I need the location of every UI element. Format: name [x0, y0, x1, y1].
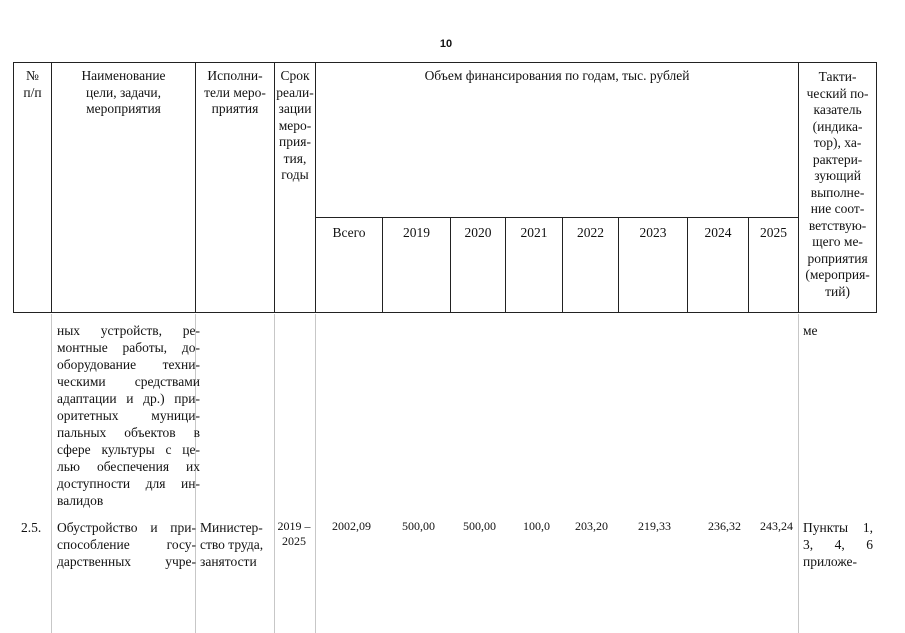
row-value-2020: 500,00 [463, 519, 496, 533]
header-year-2021: 2021 [506, 218, 563, 313]
header-term: Срок реали- зации меро- прия- тия, годы [275, 63, 316, 313]
row-name: Обустройство и при- способление госу- дарственных учре- [57, 520, 196, 569]
row-number: 2.5. [21, 520, 42, 535]
header-number: № п/п [14, 63, 52, 313]
header-year-2025: 2025 [749, 218, 799, 313]
header-year-2022: 2022 [563, 218, 619, 313]
header-financing: Объем финансирования по годам, тыс. рублей [316, 63, 799, 218]
row-value-2022: 203,20 [575, 519, 608, 533]
header-year-2020: 2020 [451, 218, 506, 313]
column-divider [315, 314, 316, 633]
header-year-2024: 2024 [688, 218, 749, 313]
header-executor: Исполни- тели меро- приятия [196, 63, 275, 313]
row-total: 2002,09 [332, 519, 371, 533]
row-value-2019: 500,00 [402, 519, 435, 533]
column-divider [798, 314, 799, 633]
page-number: 10 [439, 38, 453, 50]
column-divider [274, 314, 275, 633]
column-divider [51, 314, 52, 633]
row-value-2023: 219,33 [638, 519, 671, 533]
row-term: 2019 – 2025 [277, 519, 311, 548]
header-year-2023: 2023 [619, 218, 688, 313]
continued-indicator: ме [803, 323, 818, 338]
header-year-2019: 2019 [383, 218, 451, 313]
continued-name: ных устройств, ре- монтные работы, до- оборудование техни- ческими средствами адаптации и др.) при- оритетных муници- пальных объектов в сфере культуры с це- лью обеспечения их доступности для ин- валидов [57, 323, 200, 508]
header-total: Всего [316, 218, 383, 313]
header-name: Наименование цели, задачи, мероприятия [52, 63, 196, 313]
table-header [13, 62, 877, 313]
row-value-2025: 243,24 [760, 519, 793, 533]
row-value-2024: 236,32 [708, 519, 741, 533]
header-indicator: Такти- ческий по- казатель (индика- тор), ха- рактери- зующий выполне- ние соот- ветствую- щего ме- роприятия (мероприя- тий) [799, 63, 877, 313]
row-indicator: Пункты 1, 3, 4, 6 приложе- [803, 520, 873, 569]
row-executor: Министер- ство труда, занятости [200, 520, 264, 569]
row-value-2021: 100,0 [523, 519, 550, 533]
